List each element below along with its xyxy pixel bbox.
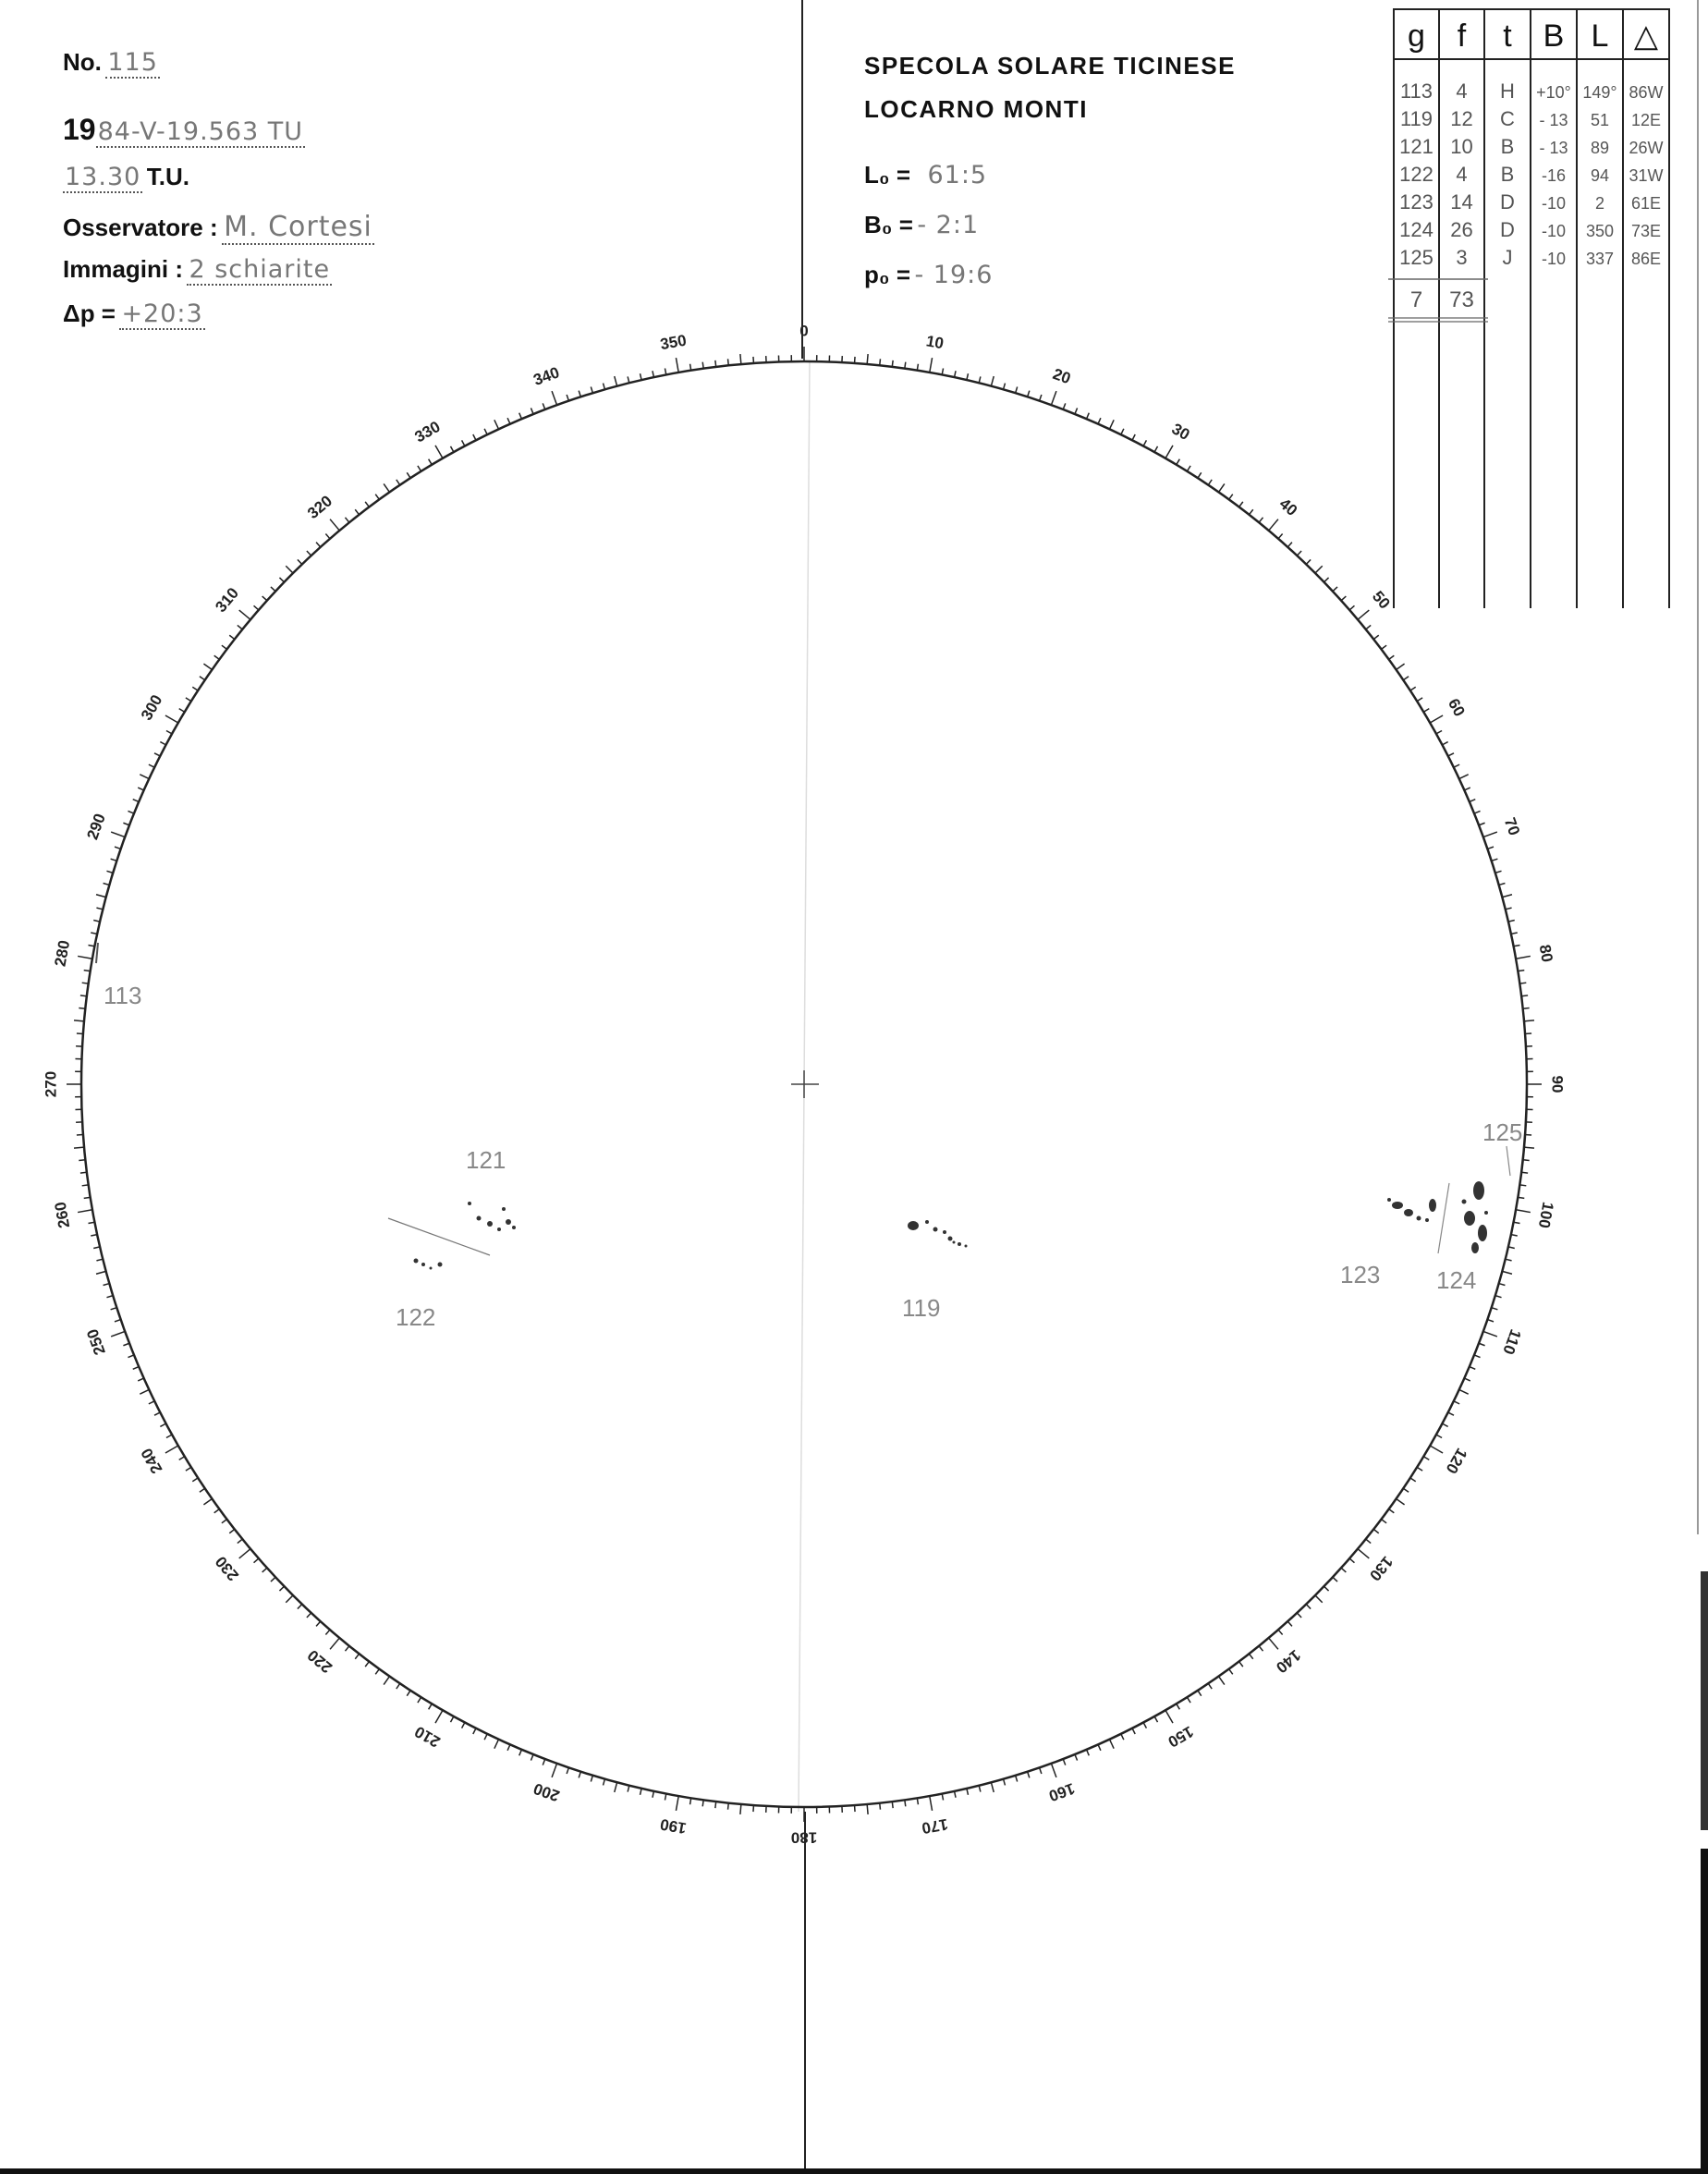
table-header-1: f — [1457, 18, 1467, 54]
spot-group-122 — [414, 1259, 443, 1270]
degree-label-170: 170 — [920, 1814, 950, 1838]
observer-value: M. Cortesi — [224, 211, 372, 243]
degree-label-90: 90 — [1548, 1075, 1567, 1093]
degree-label-300: 300 — [137, 691, 166, 724]
paper-edge-bottom — [0, 2168, 1708, 2174]
table-cell-1-2: C — [1500, 107, 1515, 130]
table-cell-2-3: - 13 — [1539, 139, 1568, 157]
degree-label-280: 280 — [51, 938, 74, 969]
degree-label-110: 110 — [1499, 1326, 1525, 1357]
p0-label: p₀ = — [864, 261, 911, 288]
label-group-124: 124 — [1436, 1266, 1477, 1294]
degree-label-340: 340 — [531, 363, 562, 389]
label-group-113: 113 — [104, 982, 142, 1009]
degree-label-100: 100 — [1534, 1200, 1557, 1230]
b0-label: B₀ = — [864, 211, 913, 238]
observatory-line1: SPECOLA SOLARE TICINESE — [864, 52, 1236, 79]
table-total-1: 73 — [1449, 287, 1474, 312]
spot-group-124 — [1462, 1181, 1489, 1253]
table-header-0: g — [1408, 18, 1425, 54]
degree-label-250: 250 — [83, 1326, 109, 1358]
b0-value: - 2:1 — [917, 211, 980, 239]
center-cross — [791, 1070, 819, 1098]
label-group-119: 119 — [902, 1294, 941, 1322]
degree-label-130: 130 — [1365, 1552, 1397, 1584]
table-cell-3-1: 4 — [1456, 163, 1468, 186]
label-group-121: 121 — [466, 1146, 506, 1174]
observer-label: Osservatore : — [63, 214, 218, 241]
degree-label-350: 350 — [658, 331, 689, 354]
degree-label-140: 140 — [1272, 1645, 1304, 1677]
l0-value: 61:5 — [927, 161, 988, 189]
spot-group-121 — [468, 1202, 516, 1231]
table-cell-0-3: +10° — [1536, 83, 1571, 102]
table-cell-6-0: 125 — [1399, 246, 1434, 269]
table-cell-6-2: J — [1502, 246, 1513, 269]
table-cell-4-1: 14 — [1450, 190, 1473, 214]
table-cell-4-5: 61E — [1630, 194, 1662, 213]
table-cell-0-1: 4 — [1456, 79, 1468, 103]
paper-edge-right — [1697, 0, 1708, 2174]
degree-label-150: 150 — [1165, 1722, 1197, 1752]
time-suffix: T.U. — [146, 163, 189, 190]
group-121-122-line — [388, 1218, 490, 1255]
degree-label-80: 80 — [1535, 943, 1556, 964]
table-header-3: B — [1543, 18, 1565, 54]
degree-label-30: 30 — [1168, 420, 1193, 445]
label-group-123: 123 — [1340, 1261, 1381, 1289]
table-cell-6-5: 86E — [1630, 250, 1662, 268]
table-cell-5-3: -10 — [1541, 222, 1567, 240]
degree-label-50: 50 — [1368, 587, 1394, 613]
table-cell-3-0: 122 — [1399, 163, 1434, 186]
images-value: 2 schiarite — [189, 255, 331, 284]
degree-label-180: 180 — [790, 1828, 818, 1847]
table-cell-5-1: 26 — [1450, 218, 1473, 241]
group-113-mark — [96, 943, 98, 963]
table-cell-2-1: 10 — [1450, 135, 1473, 158]
degree-label-310: 310 — [212, 584, 243, 617]
degree-label-290: 290 — [83, 811, 109, 842]
degree-label-270: 270 — [42, 1070, 60, 1098]
table-cell-3-4: 94 — [1590, 166, 1610, 185]
images-label: Immagini : — [63, 255, 184, 283]
table-cell-4-3: -10 — [1541, 194, 1567, 213]
table-cell-2-4: 89 — [1590, 139, 1610, 157]
degree-label-200: 200 — [531, 1779, 562, 1805]
table-cell-3-3: -16 — [1541, 166, 1567, 185]
table-cell-5-0: 124 — [1399, 218, 1434, 241]
p0-value: - 19:6 — [914, 261, 994, 289]
group-125-arrow — [1507, 1146, 1510, 1176]
table-cell-6-1: 3 — [1456, 246, 1468, 269]
degree-label-210: 210 — [411, 1722, 444, 1752]
table-cell-1-3: - 13 — [1539, 111, 1568, 129]
table-cell-3-2: B — [1500, 163, 1515, 186]
degree-label-160: 160 — [1046, 1779, 1078, 1805]
degree-label-330: 330 — [411, 417, 444, 446]
table-cell-4-2: D — [1500, 190, 1515, 214]
table-cell-4-0: 123 — [1399, 190, 1434, 214]
table-cell-0-4: 149° — [1582, 83, 1617, 102]
table-header-5: △ — [1633, 18, 1659, 54]
table-cell-6-4: 337 — [1585, 250, 1615, 268]
label-group-122: 122 — [396, 1303, 436, 1331]
table-cell-1-1: 12 — [1450, 107, 1473, 130]
degree-label-120: 120 — [1442, 1445, 1471, 1477]
delta-p-label: Δp = — [63, 299, 116, 327]
degree-label-320: 320 — [304, 492, 336, 523]
table-cell-5-4: 350 — [1585, 222, 1615, 240]
table-cell-1-0: 119 — [1399, 107, 1434, 130]
table-cell-1-4: 51 — [1590, 111, 1610, 129]
degree-label-40: 40 — [1275, 495, 1301, 520]
observatory-line2: LOCARNO MONTI — [864, 95, 1088, 123]
spot-group-123 — [1387, 1198, 1436, 1222]
delta-p-value: +20:3 — [121, 299, 203, 328]
table-cell-5-5: 73E — [1630, 222, 1662, 240]
label-group-125: 125 — [1482, 1118, 1523, 1146]
table-total-0: 7 — [1409, 287, 1423, 312]
degree-label-60: 60 — [1444, 695, 1469, 720]
time-value: 13.30 — [65, 163, 141, 191]
degree-label-260: 260 — [51, 1200, 74, 1230]
year-prefix: 19 — [63, 113, 96, 146]
table-cell-4-4: 2 — [1594, 194, 1605, 213]
table-cell-2-5: 26W — [1629, 139, 1664, 157]
degree-label-220: 220 — [304, 1645, 336, 1677]
degree-label-20: 20 — [1050, 364, 1073, 388]
table-header-4: L — [1591, 18, 1609, 54]
group-123-124-line — [1438, 1183, 1449, 1253]
spot-group-119 — [908, 1220, 968, 1248]
degree-label-0: 0 — [799, 322, 809, 340]
no-value: 115 — [107, 48, 158, 77]
degree-label-240: 240 — [137, 1445, 166, 1477]
degree-label-70: 70 — [1500, 815, 1524, 838]
table-cell-2-0: 121 — [1399, 135, 1434, 158]
table-cell-0-5: 86W — [1629, 83, 1664, 102]
l0-label: L₀ = — [864, 161, 911, 189]
date-value: 84-V-19.563 TU — [97, 117, 304, 146]
table-cell-6-3: -10 — [1541, 250, 1567, 268]
table-header-2: t — [1503, 18, 1512, 54]
degree-label-10: 10 — [924, 332, 946, 353]
table-cell-3-5: 31W — [1629, 166, 1664, 185]
table-cell-2-2: B — [1500, 135, 1515, 158]
table-cell-0-0: 113 — [1399, 79, 1434, 103]
no-label: No. — [63, 48, 102, 76]
table-cell-0-2: H — [1500, 79, 1515, 103]
table-cell-5-2: D — [1500, 218, 1515, 241]
degree-label-230: 230 — [212, 1552, 243, 1584]
table-cell-1-5: 12E — [1630, 111, 1662, 129]
degree-label-190: 190 — [658, 1814, 689, 1838]
